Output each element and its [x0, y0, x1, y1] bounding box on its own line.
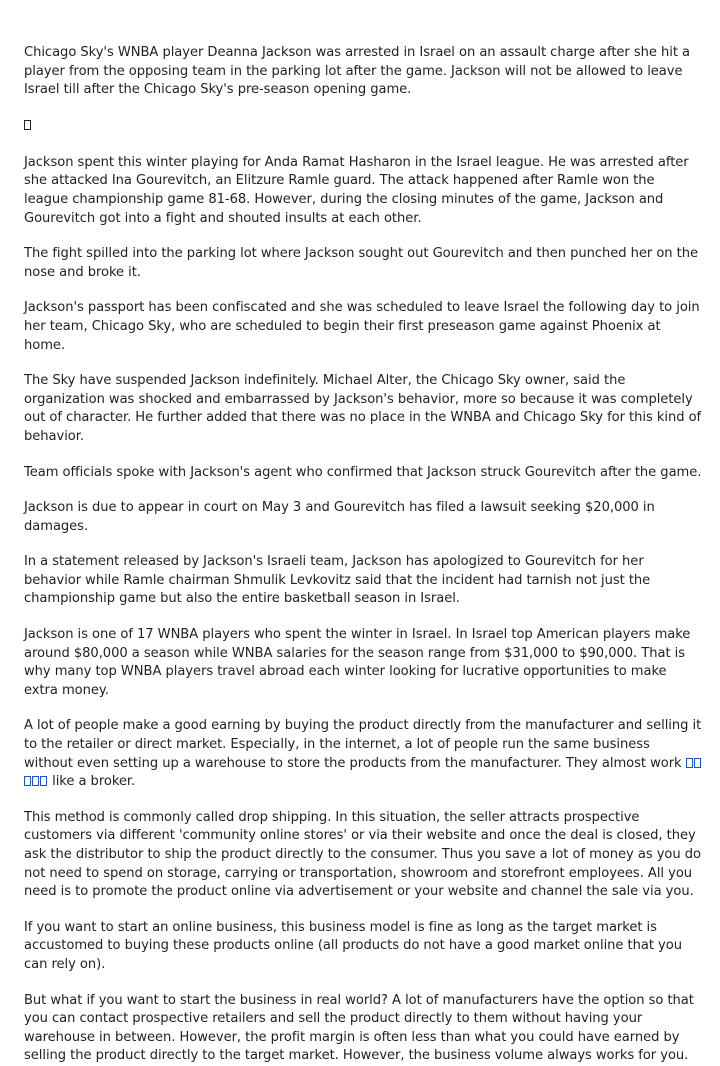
paragraph-real-world: But what if you want to start the business in real world? A lot of manufacturers have the option so that you can contact prospective retailers and sell the product directly to them without having your warehouse in between. However, the profit margin is often less than what you could have earned by selling the product directly to the target market. However, the business volume always works for you. [24, 992, 694, 1064]
paragraph-salaries: Jackson is one of 17 WNBA players who spent the winter in Israel. In Israel top American players make around $80,000 a season while WNBA salaries for the season range from $31,000 to $90,000. That is why many top WNBA players travel abroad each winter looking for lucrative opportunities to make extra money. [24, 627, 691, 698]
link-glyph-icon [24, 776, 31, 786]
paragraph-arrest: Chicago Sky's WNBA player Deanna Jackson was arrested in Israel on an assault charge after she hit a player from the opposing team in the parking lot after the game. Jackson will not be allowed to leave Israel till after the Chicago Sky's pre-season opening game. [24, 45, 691, 98]
paragraph-broker [24, 717, 702, 791]
paragraph-parking-lot: The fight spilled into the parking lot where Jackson sought out Gourevitch and then punched her on the nose and broke it. [24, 246, 699, 280]
paragraph-missing-glyph [24, 117, 702, 135]
paragraph-broker-text-after: like a broker. [48, 774, 136, 790]
link-glyph-icon [32, 776, 39, 786]
paragraph-apology: In a statement released by Jackson's Israeli team, Jackson has apologized to Gourevitch for her behavior while Ramle chairman Shmulik Levkovitz said that the incident had tarnish not just the championship game but also the entire basketball season in Israel. [24, 554, 651, 607]
link-glyph-icon [694, 758, 701, 768]
paragraph-suspension: The Sky have suspended Jackson indefinitely. Michael Alter, the Chicago Sky owner, said the organization was shocked and embarrassed by Jackson's behavior, more so because it was completely out of character. He further added that there was no place in the WNBA and Chicago Sky for this kind of behavior. [24, 373, 702, 444]
paragraph-drop-shipping: This method is commonly called drop shipping. In this situation, the seller attracts prospective customers via different 'community online stores' or via their website and once the deal is closed, they ask the distributor to ship the product directly to the consumer. Thus you save a lot of money as you do not need to spend on storage, carrying or transportation, showroom and storefront employees. All you need is to promote the product online via advertisement or your website and channel the sale via you. [24, 809, 701, 900]
paragraph-broker-text-before: A lot of people make a good earning by buying the product directly from the manufacturer and selling it to the retailer or direct market. Especially, in the internet, a lot of people run the same business without even setting up a warehouse to store the products from the manufacturer. They almost work [24, 718, 702, 771]
missing-glyph-icon [24, 120, 31, 130]
link-glyph-icon [40, 776, 47, 786]
paragraph-agent: Team officials spoke with Jackson's agent who confirmed that Jackson struck Gourevitch after the game. [24, 464, 702, 480]
paragraph-court: Jackson is due to appear in court on May 3 and Gourevitch has filed a lawsuit seeking $20,000 in damages. [24, 500, 655, 534]
paragraph-online-business: If you want to start an online business, this business model is fine as long as the target market is accustomed to buying these products online (all products do not have a good market online that you can rely on). [24, 919, 682, 972]
link-glyph-icon [686, 758, 693, 768]
paragraph-passport: Jackson's passport has been confiscated and she was scheduled to leave Israel the following day to join her team, Chicago Sky, who are scheduled to begin their first preseason game against Phoenix at home. [24, 300, 700, 353]
paragraph-winter-play: Jackson spent this winter playing for Anda Ramat Hasharon in the Israel league. He was arrested after she attacked Ina Gourevitch, an Elitzure Ramle guard. The attack happened after Ramle won the league championship game 81-68. However, during the closing minutes of the game, Jackson and Gourevitch got into a fight and shouted insults at each other. [24, 154, 689, 226]
